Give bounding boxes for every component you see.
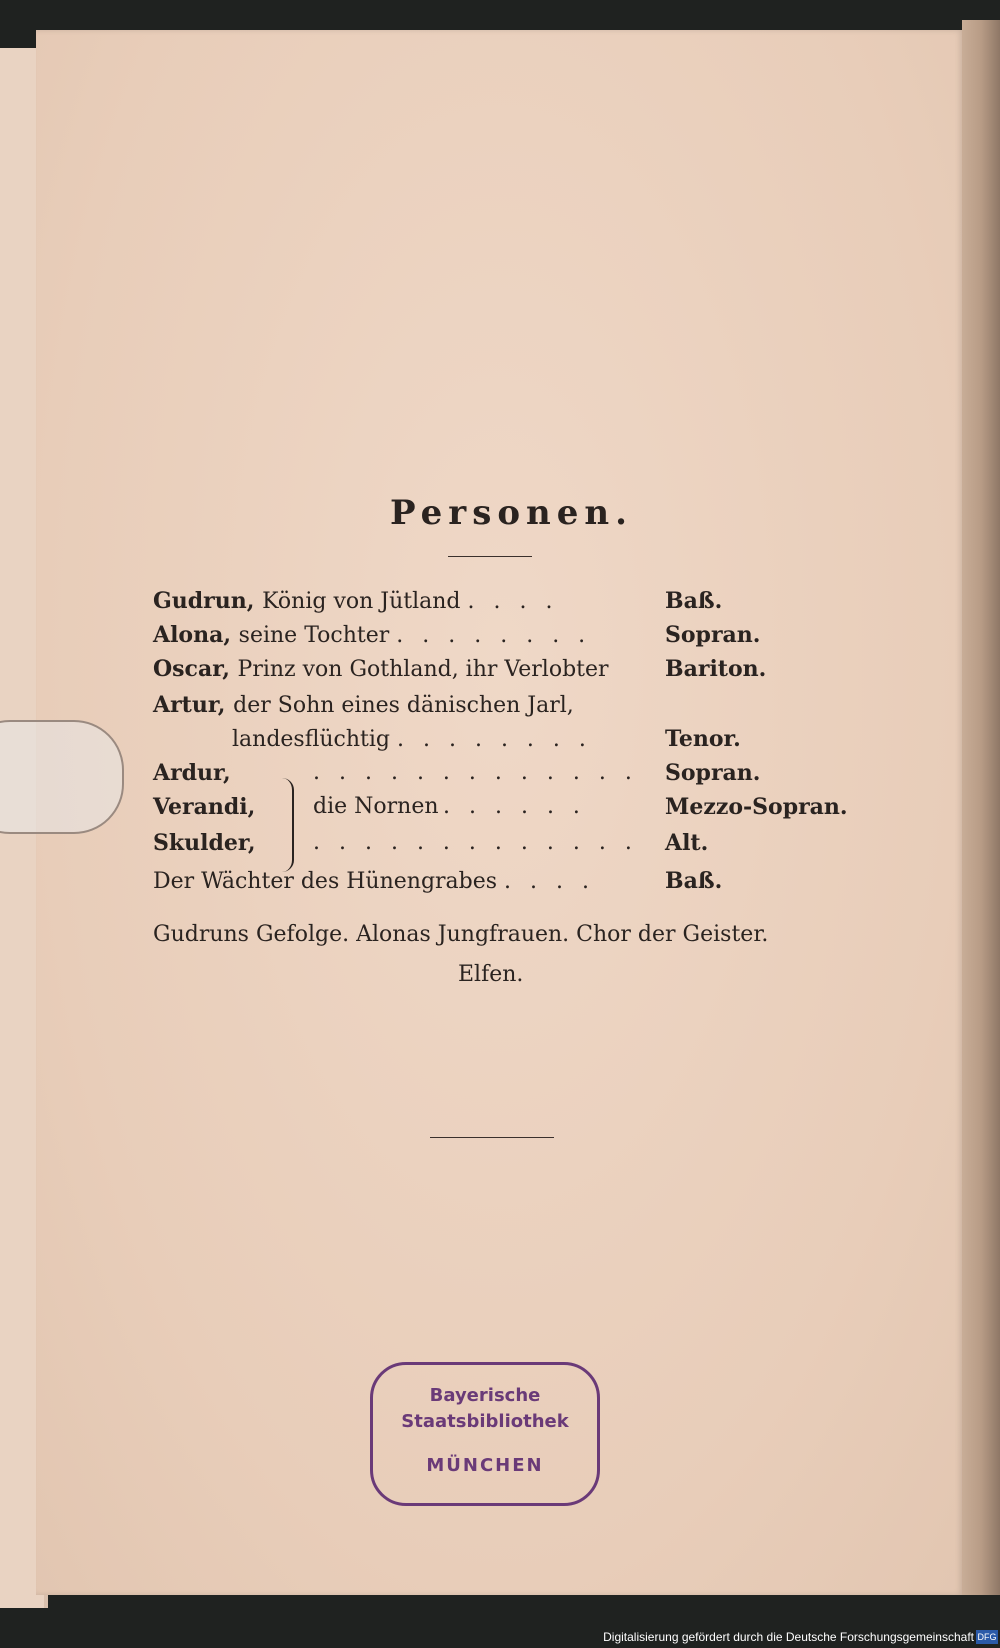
library-stamp: [370, 1362, 600, 1506]
cast-voice: Bariton.: [665, 656, 767, 682]
dfg-badge: DFG: [977, 1632, 997, 1642]
cast-voice: Sopran.: [665, 622, 761, 648]
cast-row: [153, 794, 848, 826]
right-page-edge: [962, 20, 1000, 1595]
cast-voice: Sopran.: [665, 760, 761, 786]
cast-name: Verandi,: [153, 794, 256, 820]
stamp-line-1: Bayerische: [429, 1385, 541, 1406]
cast-dots: . . . .: [504, 869, 595, 894]
nornen-brace: [282, 778, 294, 872]
cast-row: [153, 868, 723, 900]
cast-desc: landesflüchtig: [232, 727, 397, 752]
cast-voice: Mezzo-Sopran.: [665, 794, 848, 820]
cast-desc: die Nornen: [313, 794, 439, 819]
cast-voice: Baß.: [665, 868, 723, 894]
cast-row: [153, 760, 761, 792]
chorus-line-2: Elfen.: [458, 962, 524, 987]
bookmark-clip: [0, 720, 124, 834]
cast-desc: Der Wächter des Hünengrabes: [153, 869, 505, 894]
cast-row: [232, 726, 741, 758]
title-rule: [448, 556, 532, 557]
cast-row: [153, 622, 761, 654]
cast-dots: . . . . . .: [443, 794, 586, 819]
footer-bar: [0, 1624, 1000, 1648]
stamp-line-2: Staatsbibliothek: [401, 1411, 569, 1432]
cast-desc: Prinz von Gothland, ihr Verlobter: [237, 657, 609, 682]
cast-voice: Alt.: [665, 830, 709, 856]
cast-dots: . . . . . . . . . . . . .: [313, 760, 638, 785]
cast-name: Oscar,: [153, 656, 238, 682]
page-title: Personen.: [390, 493, 633, 533]
stamp-line-3: MÜNCHEN: [426, 1455, 544, 1476]
cast-dots: . . . . . . . .: [397, 727, 592, 752]
cast-row: [153, 830, 709, 862]
cast-desc: König von Jütland: [262, 589, 468, 614]
cast-voice: Baß.: [665, 588, 723, 614]
cast-name: Alona,: [153, 622, 239, 648]
cast-name: Ardur,: [153, 760, 239, 786]
chorus-line: Gudruns Gefolge. Alonas Jungfrauen. Chor der Geister.: [153, 922, 769, 947]
cast-desc: seine Tochter: [238, 623, 397, 648]
cast-desc: der Sohn eines dänischen Jarl,: [233, 693, 574, 718]
cast-row: [153, 692, 574, 724]
cast-dots: . . . . . . . .: [396, 623, 592, 648]
cast-name: Artur,: [153, 692, 234, 718]
cast-dots: . . . . . . . . . . . . .: [313, 830, 638, 855]
cast-dots: . . . .: [467, 589, 559, 614]
bottom-rule: [430, 1137, 554, 1138]
cast-name: Gudrun,: [153, 588, 263, 614]
footer-credit: Digitalisierung gefördert durch die Deutsche Forschungsgemeinschaft: [603, 1630, 974, 1644]
cast-row: [153, 656, 767, 688]
cast-row: [153, 588, 723, 620]
cast-name: Skulder,: [153, 830, 256, 856]
cast-voice: Tenor.: [665, 726, 741, 752]
